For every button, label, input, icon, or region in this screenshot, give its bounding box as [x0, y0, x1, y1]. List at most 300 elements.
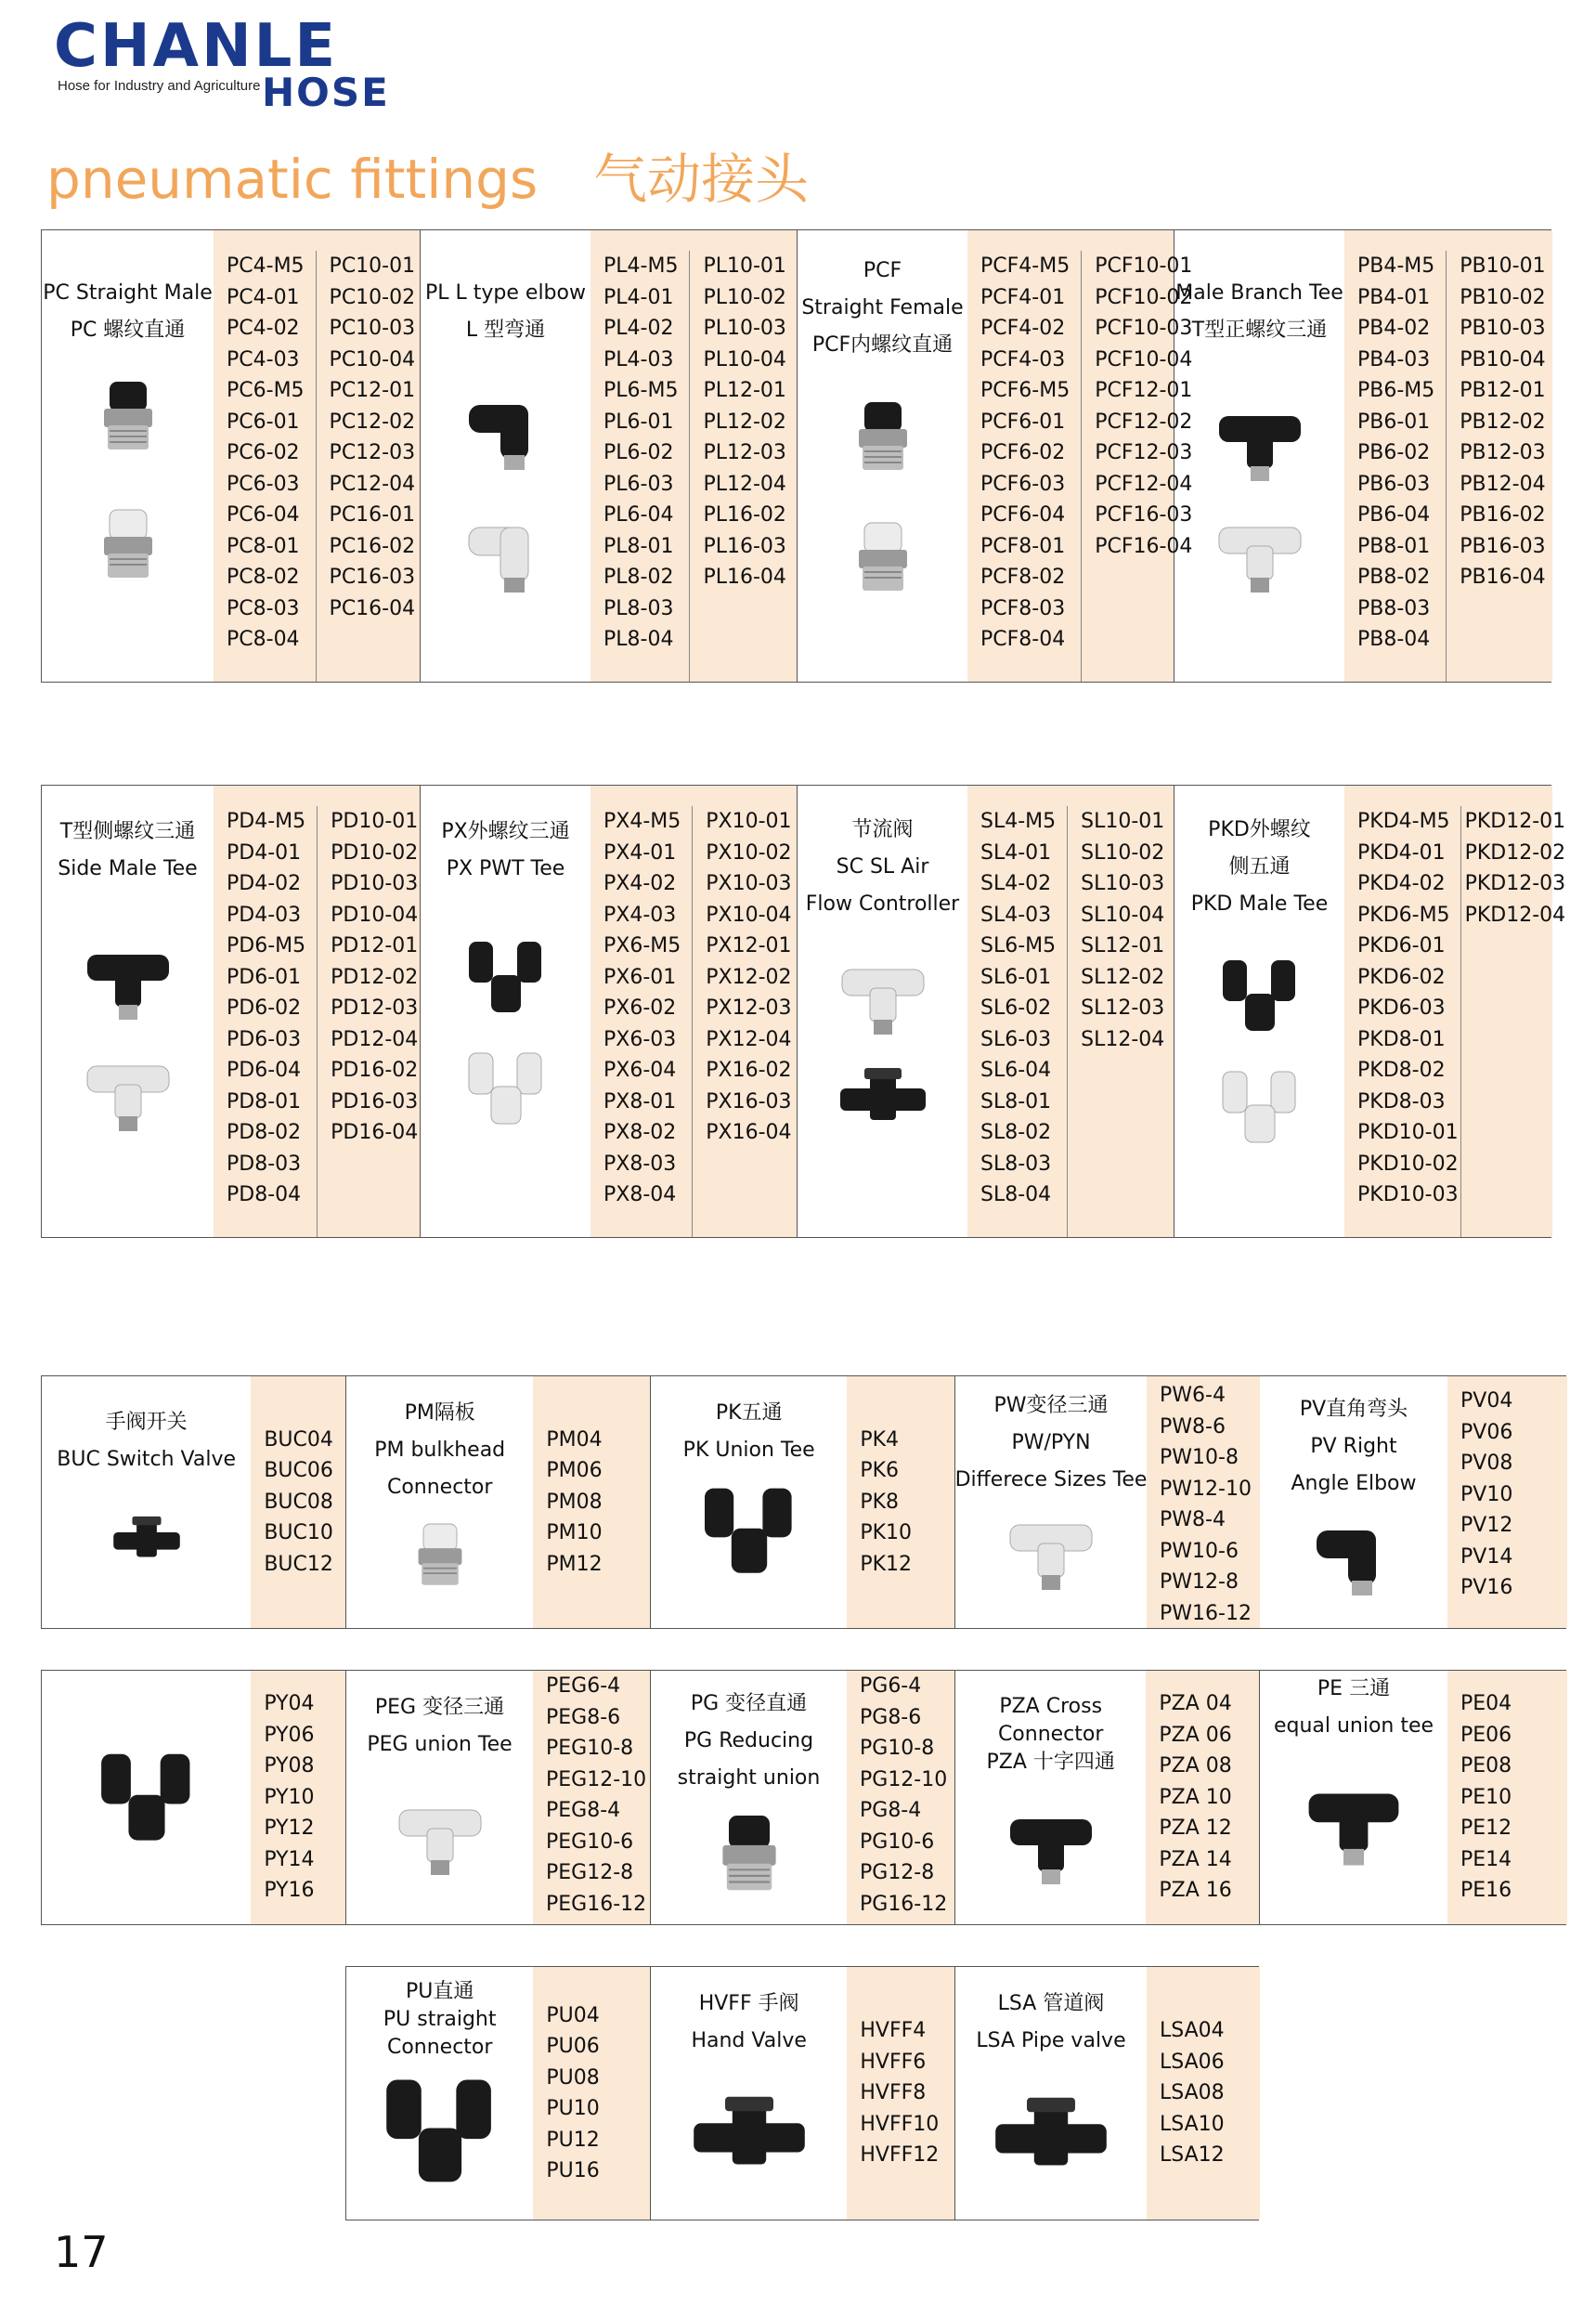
product-pc [42, 230, 421, 682]
code-column [689, 251, 797, 682]
product-name-en: equal union tee [1273, 1714, 1434, 1738]
product-code: SL12-04 [1081, 1027, 1165, 1051]
product-name-en: PL L type elbow [425, 281, 586, 305]
product-name-cn: 侧五通 [1228, 855, 1291, 879]
product-desc [955, 1671, 1146, 1924]
product-code: PCF10-03 [1095, 317, 1193, 340]
code-column [1146, 1688, 1242, 1907]
product-code: PC4-01 [227, 285, 300, 309]
product-code: PCF6-01 [980, 410, 1066, 434]
product-code: PCF4-01 [980, 285, 1066, 309]
product-code: PB12-04 [1460, 472, 1546, 496]
product-code: PC10-02 [329, 285, 416, 309]
product-name-cn: PG 变径直通 [690, 1692, 808, 1715]
product-code: PU12 [546, 2128, 600, 2152]
code-column [967, 251, 1081, 682]
product-name-cn: PC 螺纹直通 [70, 319, 186, 342]
product-code: PD12-01 [331, 934, 419, 957]
product-code: PL12-02 [703, 410, 786, 434]
product-code: PKD10-02 [1357, 1152, 1459, 1176]
product-code: PD4-01 [227, 840, 302, 865]
product-name-cn: PV直角弯头 [1299, 1398, 1408, 1421]
product-desc [1260, 1671, 1447, 1924]
product-code: PKD8-02 [1357, 1059, 1446, 1082]
product-code: PV14 [1460, 1544, 1513, 1569]
product-code: PC6-01 [227, 410, 300, 434]
product-code: PU04 [546, 2003, 600, 2027]
product-code: PL10-02 [703, 285, 786, 309]
product-sl [798, 786, 1174, 1237]
fitting-y-black-icon [460, 934, 552, 1018]
product-code: HVFF12 [860, 2143, 940, 2168]
equal-tee-icon [1303, 1764, 1405, 1875]
code-list [251, 1671, 345, 1924]
product-name-en: PKD外螺纹 [1208, 818, 1311, 841]
product-code: PZA 08 [1159, 1754, 1232, 1778]
product-code: PKD6-M5 [1357, 903, 1450, 927]
product-code: PB10-04 [1460, 347, 1546, 371]
product-code: BUC10 [264, 1521, 333, 1545]
product-code: PL16-04 [703, 566, 786, 589]
page-title [46, 136, 809, 214]
product-code: PD10-03 [331, 872, 419, 895]
product-code: PCF12-02 [1095, 410, 1193, 434]
product-name-cn: PEG 变径三通 [374, 1696, 505, 1719]
product-code: PC8-03 [227, 596, 300, 620]
product-code: PL4-03 [603, 347, 674, 371]
bulkhead-icon [398, 1516, 482, 1599]
product-code: PE16 [1460, 1879, 1512, 1903]
product-code: PB8-03 [1357, 596, 1431, 620]
product-pu [346, 1967, 651, 2220]
product-code: PC16-04 [329, 596, 416, 620]
product-code: PL8-02 [603, 566, 674, 589]
product-name-cn: 节流阀 [851, 818, 914, 841]
product-pb [1174, 230, 1552, 682]
product-code: PX12-03 [706, 996, 792, 1020]
product-code: PX6-04 [603, 1059, 677, 1082]
product-code: PKD12-04 [1464, 903, 1566, 927]
fitting-side-tee-black-icon [82, 936, 175, 1020]
fitting-elbow-black-icon [460, 386, 552, 470]
code-column [692, 806, 802, 1237]
product-code: PG8-6 [860, 1705, 922, 1729]
code-list [847, 1376, 954, 1628]
product-code: PD10-04 [331, 903, 419, 927]
product-name-en: Male Branch Tee [1175, 281, 1343, 305]
product-code: PE08 [1460, 1754, 1512, 1778]
code-list [533, 1376, 650, 1628]
product-name-en: PEG union Tee [367, 1733, 513, 1756]
product-code: PC8-01 [227, 534, 300, 558]
product-code: PCF6-03 [980, 472, 1066, 496]
product-code: PEG16-12 [546, 1892, 647, 1916]
product-code: PD8-01 [227, 1089, 302, 1113]
product-code: PM08 [546, 1490, 603, 1514]
code-column [1447, 1688, 1523, 1907]
product-code: PEG8-6 [546, 1705, 621, 1729]
product-code: PCF8-04 [980, 628, 1066, 651]
product-desc [651, 1376, 847, 1628]
product-code: PB10-02 [1460, 285, 1546, 309]
product-code: PCF6-02 [980, 441, 1066, 464]
code-list [967, 786, 1174, 1237]
product-code: PX10-01 [706, 810, 792, 833]
product-code: PU16 [546, 2159, 600, 2182]
flow-controller-black-icon [837, 1055, 929, 1139]
product-code: SL4-02 [980, 872, 1052, 895]
product-buc [42, 1376, 346, 1628]
product-pza [955, 1671, 1260, 1924]
product-pkd [1174, 786, 1566, 1237]
product-code: PC8-04 [227, 628, 300, 651]
switch-valve-icon [100, 1506, 193, 1571]
product-hvff [651, 1967, 955, 2220]
product-code: PX4-02 [603, 872, 677, 895]
product-code: PD6-02 [227, 996, 302, 1020]
code-list [1344, 230, 1552, 682]
code-column [317, 806, 429, 1237]
fitting-female-black-icon [837, 397, 929, 481]
product-code: PKD12-02 [1464, 840, 1566, 865]
fitting-female-white-icon [837, 518, 929, 602]
table-row-5 [345, 1966, 1259, 2220]
product-code: PL16-03 [703, 534, 786, 558]
product-name-cn: PCF内螺纹直通 [811, 333, 954, 357]
code-column [1344, 251, 1446, 682]
product-code: SL12-03 [1081, 996, 1165, 1020]
product-code: PC16-01 [329, 503, 416, 527]
product-code: PCF8-02 [980, 566, 1066, 589]
product-pw [955, 1376, 1260, 1628]
product-code: PB16-02 [1460, 503, 1546, 527]
product-desc [798, 786, 967, 1237]
product-name-cn: LSA 管道阀 [997, 1992, 1105, 2015]
product-code: PV10 [1460, 1482, 1513, 1506]
product-code: PCF10-02 [1095, 285, 1193, 309]
product-code: PB4-03 [1357, 347, 1431, 371]
product-name-cn: HVFF 手阀 [698, 1992, 799, 2015]
product-pg [651, 1671, 955, 1924]
product-code: PK6 [860, 1459, 900, 1483]
y-union-icon [86, 1745, 207, 1847]
product-code: PD8-02 [227, 1121, 302, 1144]
product-code: SL10-01 [1081, 810, 1165, 833]
straight-connector-icon [370, 2069, 510, 2190]
product-name-en: Hand Valve [691, 2029, 807, 2052]
product-code: PY16 [264, 1879, 315, 1903]
product-code: HVFF6 [860, 2050, 927, 2074]
product-code: PW8-6 [1160, 1414, 1226, 1439]
product-code: PC6-03 [227, 472, 300, 496]
product-code: PC6-M5 [227, 379, 305, 402]
product-code: PK4 [860, 1427, 900, 1452]
code-list [1147, 1967, 1260, 2220]
product-name-cn: PZA 十字四通 [986, 1751, 1115, 1774]
product-code: PB8-04 [1357, 628, 1431, 651]
product-code: PV06 [1460, 1420, 1513, 1444]
product-px [421, 786, 798, 1237]
code-column [1460, 806, 1577, 1237]
product-code: PEG12-10 [546, 1767, 647, 1791]
code-column [251, 1425, 344, 1581]
product-code: PCF12-04 [1095, 472, 1193, 496]
product-code: LSA06 [1160, 2050, 1225, 2074]
product-name-en2: Connector [386, 2036, 493, 2059]
product-code: PW10-8 [1160, 1446, 1239, 1469]
title-en: pneumatic fittings [46, 148, 538, 211]
code-list [214, 786, 420, 1237]
product-lsa [955, 1967, 1260, 2220]
product-code: PB16-04 [1460, 566, 1546, 589]
product-desc [955, 1376, 1147, 1628]
product-name-cn: PW变径三通 [993, 1394, 1109, 1417]
product-desc [1174, 230, 1344, 682]
product-desc [651, 1967, 847, 2220]
product-code: SL6-M5 [980, 934, 1057, 957]
product-code: PD6-M5 [227, 934, 306, 957]
product-code: SL6-02 [980, 996, 1052, 1020]
product-code: PW12-8 [1160, 1570, 1239, 1594]
product-code: PX8-02 [603, 1121, 677, 1144]
product-code: PB6-02 [1357, 441, 1431, 464]
product-name-en: PV Right [1310, 1435, 1397, 1458]
product-code: PD16-03 [331, 1089, 419, 1113]
product-code: PX4-03 [603, 903, 677, 927]
union-tee-icon [694, 1478, 805, 1581]
product-code: PEG6-4 [546, 1674, 621, 1698]
code-column [847, 1671, 958, 1924]
product-code: PE12 [1460, 1817, 1512, 1841]
reducing-tee-icon [1005, 1506, 1097, 1590]
code-list [214, 230, 420, 682]
product-code: PU10 [546, 2097, 600, 2120]
product-code: PL4-01 [603, 285, 674, 309]
product-code: PV16 [1460, 1576, 1513, 1599]
product-code: PKD4-M5 [1357, 810, 1450, 833]
product-code: PKD8-03 [1357, 1089, 1446, 1113]
product-code: PX4-M5 [603, 810, 681, 833]
product-name-cn: PU直通 [406, 1980, 474, 2003]
product-name-cn: L 型弯通 [465, 319, 546, 342]
code-list [847, 1967, 954, 2220]
product-code: PKD6-03 [1357, 996, 1446, 1020]
product-code: PD8-03 [227, 1152, 302, 1176]
product-desc [42, 786, 214, 1237]
product-code: PB10-03 [1460, 317, 1546, 340]
cross-connector-icon [1005, 1791, 1097, 1894]
code-list [1344, 786, 1566, 1237]
product-code: PD4-03 [227, 903, 302, 927]
product-code: PKD12-03 [1464, 872, 1566, 895]
product-code: SL8-02 [980, 1121, 1052, 1144]
product-code: PK8 [860, 1490, 900, 1514]
product-code: BUC12 [264, 1552, 333, 1576]
product-pm [346, 1376, 651, 1628]
product-code: LSA12 [1160, 2143, 1225, 2168]
product-code: PE06 [1460, 1723, 1512, 1747]
product-code: PM10 [546, 1521, 603, 1545]
product-code: SL10-04 [1081, 903, 1165, 927]
product-name-cn: PE 三通 [1317, 1677, 1391, 1700]
product-name-en: PX PWT Tee [446, 857, 565, 880]
product-py [42, 1671, 346, 1924]
product-code: PEG12-8 [546, 1861, 634, 1884]
product-code: BUC04 [264, 1427, 333, 1452]
product-code: PY04 [264, 1692, 315, 1716]
product-code: SL12-01 [1081, 934, 1165, 957]
product-code: PB4-M5 [1357, 254, 1435, 278]
product-name-en2: Differece Sizes Tee [954, 1468, 1148, 1491]
product-code: PKD12-01 [1464, 810, 1566, 833]
product-code: PD10-01 [331, 810, 419, 833]
product-code: PL12-03 [703, 441, 786, 464]
product-code: PL10-01 [703, 254, 786, 278]
product-code: PC10-03 [329, 317, 416, 340]
product-code: PE10 [1460, 1785, 1512, 1809]
product-code: PEG10-8 [546, 1737, 634, 1760]
product-code: BUC06 [264, 1459, 333, 1483]
product-code: PE04 [1460, 1692, 1512, 1716]
brand-hose: HOSE [262, 70, 390, 115]
product-code: PL6-04 [603, 503, 674, 527]
product-code: PD12-04 [331, 1027, 419, 1051]
product-code: PX4-01 [603, 840, 677, 865]
product-code: PZA 14 [1159, 1847, 1232, 1871]
product-code: PL4-02 [603, 317, 674, 340]
product-code: PC4-03 [227, 347, 300, 371]
code-column [967, 806, 1067, 1237]
product-code: PM04 [546, 1427, 603, 1452]
product-code: PY12 [264, 1817, 315, 1841]
product-code: SL12-02 [1081, 965, 1165, 989]
product-code: PCF16-03 [1095, 503, 1193, 527]
product-code: LSA10 [1160, 2112, 1225, 2136]
product-code: PW8-4 [1160, 1508, 1226, 1531]
code-column [847, 1425, 923, 1581]
product-pcf [798, 230, 1193, 682]
code-list [590, 230, 797, 682]
fitting-elbow-white-icon [460, 509, 552, 593]
product-name-en: SC SL Air [836, 855, 929, 879]
code-column [1447, 1386, 1524, 1628]
product-desc [42, 1376, 251, 1628]
product-code: PD8-04 [227, 1183, 302, 1206]
product-code: PD10-02 [331, 840, 419, 865]
product-name-cn: PK五通 [715, 1401, 783, 1425]
product-desc [346, 1967, 533, 2220]
product-name-en2: Connector [997, 1723, 1104, 1746]
product-desc [798, 230, 967, 682]
product-name-en: PM bulkhead [374, 1439, 506, 1462]
pipe-valve-icon [991, 2075, 1111, 2195]
product-code: PKD4-02 [1357, 872, 1446, 895]
fitting-tee-black-icon [1213, 397, 1306, 481]
flow-controller-white-icon [837, 951, 929, 1035]
product-code: PL12-04 [703, 472, 786, 496]
product-code: LSA08 [1160, 2081, 1225, 2105]
product-code: SL8-04 [980, 1183, 1052, 1206]
product-code: PX8-03 [603, 1152, 677, 1176]
code-column [1344, 806, 1460, 1237]
product-name-en2: Flow Controller [805, 892, 960, 916]
product-code: PX10-03 [706, 872, 792, 895]
product-code: BUC08 [264, 1490, 333, 1514]
product-code: PD16-02 [331, 1059, 419, 1082]
product-desc [346, 1671, 533, 1924]
code-column [1446, 251, 1556, 682]
product-code: PG12-10 [860, 1767, 948, 1791]
product-name-en: BUC Switch Valve [57, 1448, 237, 1471]
product-code: PL6-02 [603, 441, 674, 464]
product-code: PW12-10 [1160, 1477, 1252, 1501]
product-code: PC12-01 [329, 379, 416, 402]
code-list [1447, 1671, 1567, 1924]
product-code: PC12-03 [329, 441, 416, 464]
product-code: SL4-M5 [980, 810, 1057, 833]
product-desc [1260, 1376, 1447, 1628]
product-code: PC16-02 [329, 534, 416, 558]
product-name-en: PZA Cross [999, 1695, 1103, 1718]
product-code: SL10-02 [1081, 840, 1165, 865]
product-name-en: PU straight [383, 2008, 497, 2031]
product-code: PD6-04 [227, 1059, 302, 1082]
code-column [1147, 2015, 1236, 2171]
product-code: PKD8-01 [1357, 1027, 1446, 1051]
code-column [316, 251, 427, 682]
product-code: PCF6-04 [980, 503, 1066, 527]
product-code: PB12-02 [1460, 410, 1546, 434]
product-code: PY08 [264, 1754, 315, 1778]
product-code: PX6-02 [603, 996, 677, 1020]
product-code: PCF6-M5 [980, 379, 1070, 402]
product-desc [955, 1967, 1147, 2220]
product-code: SL8-03 [980, 1152, 1052, 1176]
fitting-y-white-icon [460, 1046, 552, 1129]
code-list [590, 786, 797, 1237]
product-code: PV08 [1460, 1452, 1513, 1475]
product-code: PB12-01 [1460, 379, 1546, 402]
code-column [847, 2015, 950, 2171]
product-code: HVFF10 [860, 2112, 940, 2136]
product-code: PL10-03 [703, 317, 786, 340]
product-code: PC10-04 [329, 347, 416, 371]
product-desc [42, 1671, 251, 1924]
product-code: PX12-02 [706, 965, 792, 989]
product-code: PCF8-03 [980, 596, 1066, 620]
code-column [214, 806, 317, 1237]
product-code: PX6-01 [603, 965, 677, 989]
product-code: PX6-03 [603, 1027, 677, 1051]
code-column [533, 1671, 657, 1924]
manifold-white-icon [1213, 1055, 1306, 1157]
product-name-en: PC Straight Male [43, 281, 213, 305]
product-code: PCF12-03 [1095, 441, 1193, 464]
table-row-4 [41, 1670, 1566, 1925]
product-code: PC8-02 [227, 566, 300, 589]
product-pv [1260, 1376, 1567, 1628]
table-row-2 [41, 785, 1566, 1238]
product-code: PCF4-03 [980, 347, 1066, 371]
product-code: PG6-4 [860, 1674, 922, 1698]
product-name-en2: Angle Elbow [1291, 1472, 1417, 1495]
hand-valve-icon [689, 2078, 810, 2190]
product-name-en2: straight union [677, 1766, 821, 1790]
product-name-en: PG Reducing [683, 1729, 814, 1752]
product-code: PY06 [264, 1723, 315, 1747]
product-code: SL4-01 [980, 840, 1052, 865]
product-code: PKD10-01 [1357, 1121, 1459, 1144]
